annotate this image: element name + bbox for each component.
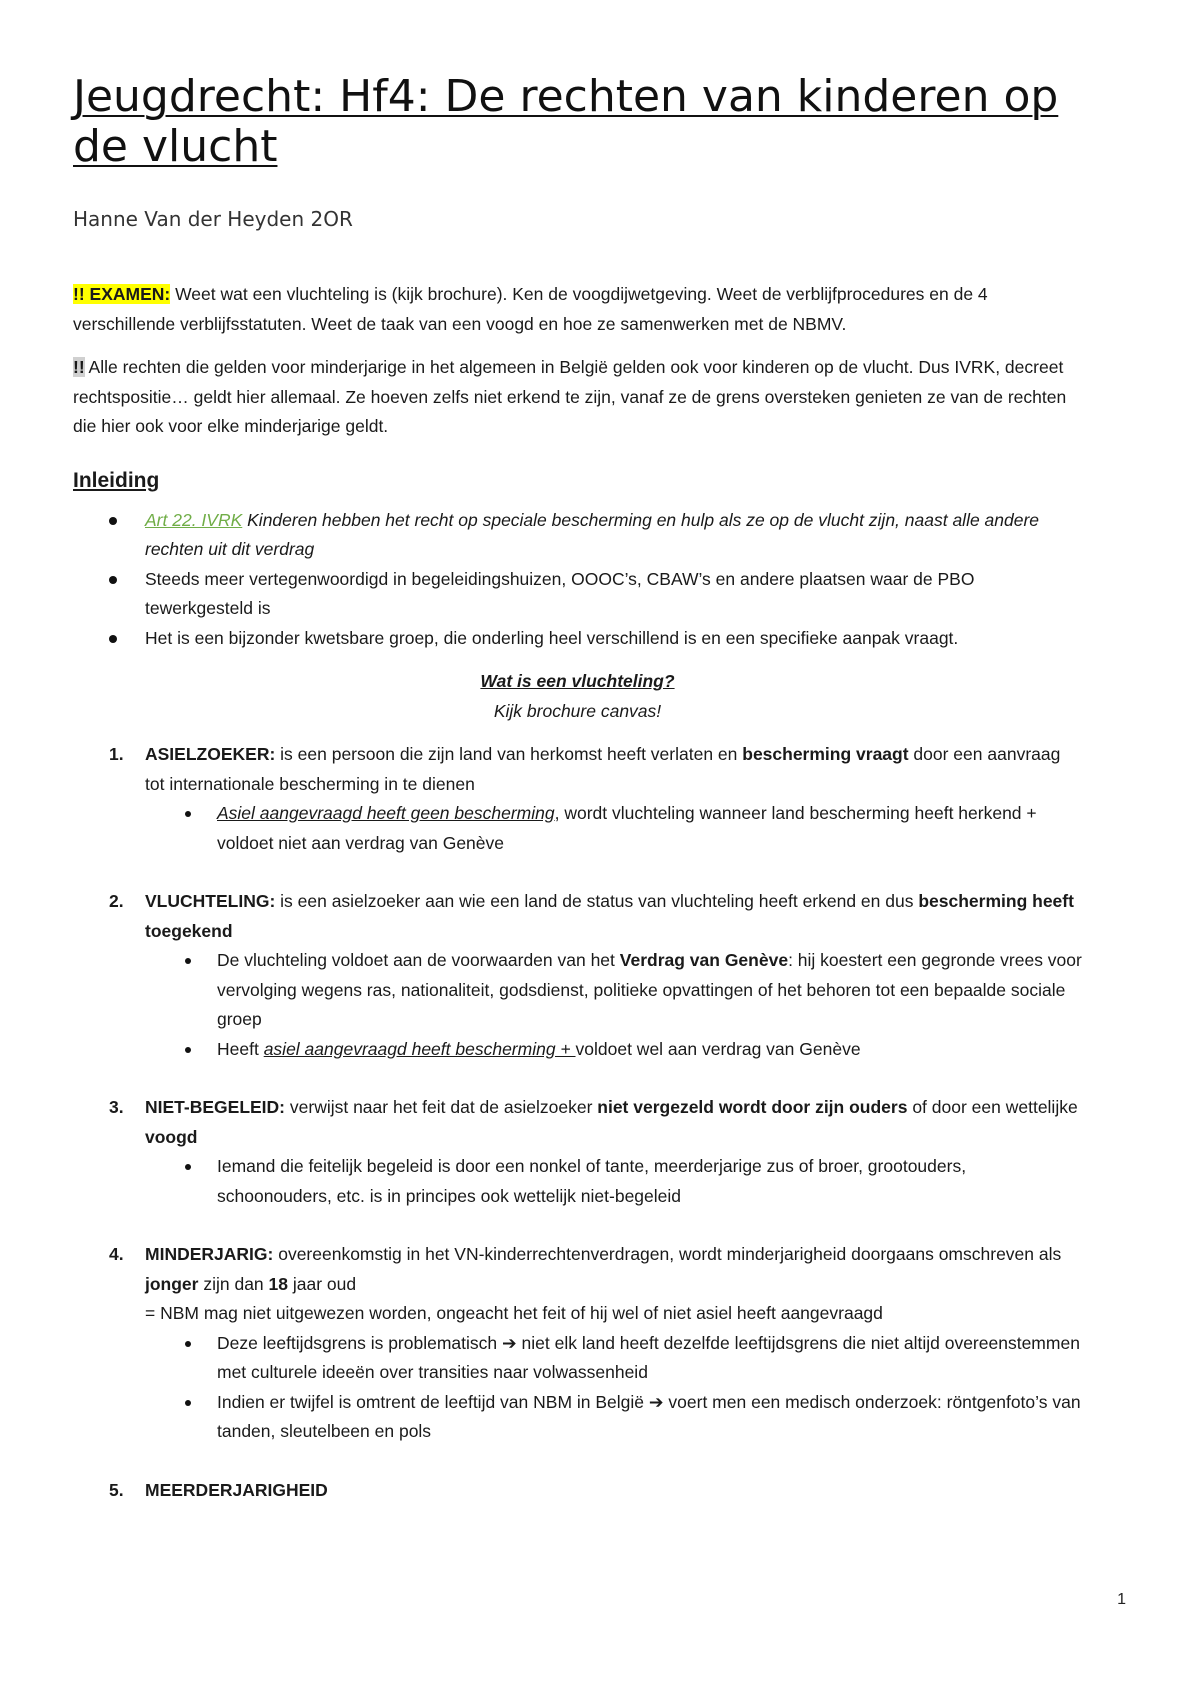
sub-item-text: Deze leeftijdsgrens is problematisch	[217, 1332, 502, 1353]
definition-vluchteling	[109, 887, 1082, 1064]
bullet-icon	[185, 958, 191, 964]
definition-text: is een persoon die zijn land van herkomst heeft verlaten en	[275, 744, 743, 764]
sub-item-text: voldoet wel aan verdrag van Genève	[575, 1038, 861, 1059]
sub-item-emphasis: Asiel aangevraagd heeft geen bescherming	[217, 803, 555, 823]
brochure-note: Kijk brochure canvas!	[493, 700, 662, 721]
article-reference: Art 22. IVRK	[145, 509, 243, 530]
sub-item-text: Indien er twijfel is omtrent de leeftijd van NBM in België	[217, 1391, 649, 1412]
exam-marker: !! EXAMEN:	[73, 284, 171, 304]
bullet-icon	[109, 517, 117, 525]
arrow-right-icon: ➔	[648, 1391, 664, 1412]
sub-list	[145, 1329, 1082, 1447]
list-item-text: Steeds meer vertegenwoordigd in begeleidingshuizen, OOOC’s, CBAW’s en andere plaatsen waar de PBO tewerkgesteld is	[145, 568, 975, 618]
arrow-right-icon: ➔	[502, 1332, 517, 1353]
definition-text: zijn dan	[198, 1273, 269, 1294]
sub-list	[145, 1152, 1082, 1211]
bullet-icon	[185, 811, 191, 817]
sub-list	[145, 946, 1082, 1064]
list-item	[145, 506, 1082, 565]
definition-number: 1.	[109, 744, 124, 764]
definition-term: MEERDERJARIGHEID	[145, 1479, 328, 1500]
sub-list-item	[217, 799, 1082, 858]
sub-item-text: De vluchteling voldoet aan de voorwaarden van het	[217, 950, 620, 970]
refugee-question: Wat is een vluchteling?	[480, 671, 675, 691]
definition-emphasis: jonger	[145, 1273, 199, 1294]
definition-text: overeenkomstig in het VN-kinderrechtenverdragen, wordt minderjarigheid doorgaans omschreven als	[273, 1244, 1062, 1264]
list-item	[145, 624, 1082, 654]
definition-number: 5.	[109, 1479, 124, 1500]
bullet-icon	[109, 635, 117, 643]
bullet-icon	[185, 1341, 191, 1347]
definition-term: MINDERJARIG:	[145, 1244, 274, 1264]
sub-list-item	[217, 1035, 1082, 1065]
definition-consequence: = NBM mag niet uitgewezen worden, ongeacht het feit of hij wel of niet asiel heeft aangevraagd	[145, 1303, 883, 1323]
definition-term: ASIELZOEKER:	[145, 744, 276, 764]
bullet-icon	[185, 1164, 191, 1170]
sub-item-text: : hij koestert een gegronde vrees voor vervolging wegens ras, nationaliteit, godsdienst, politieke opvattingen of het behoren tot een bepaalde sociale groep	[217, 950, 1082, 1029]
sub-item-text: , wordt vluchteling wanneer land bescherming heeft herkend + voldoet niet aan verdrag van Genève	[217, 803, 1037, 853]
list-item-text: Het is een bijzonder kwetsbare groep, die onderling heel verschillend is en een specifieke aanpak vraagt.	[145, 627, 959, 648]
sub-list-item	[217, 1329, 1082, 1388]
sub-item-emphasis: Verdrag van Genève	[619, 950, 789, 970]
bullet-icon	[185, 1047, 191, 1053]
sub-item-text: niet elk land heeft dezelfde leeftijdsgrens die niet altijd overeenstemmen met culturele ideeën over transities naar volwassenheid	[217, 1332, 1080, 1382]
sub-item-emphasis: asiel aangevraagd heeft bescherming +	[263, 1038, 576, 1059]
rights-note	[73, 353, 1082, 442]
definition-emphasis: voogd	[145, 1126, 198, 1147]
definition-meerderjarigheid	[109, 1476, 1082, 1506]
rights-text: Alle rechten die gelden voor minderjarige in het algemeen in België gelden ook voor kinderen op de vlucht. Dus IVRK, decreet rechtspositie… geldt hier allemaal. Ze hoeven zelfs niet erkend te zijn, vanaf ze de grens oversteken genieten ze van de rechten die hier ook voor elke minderjarige geldt.	[73, 357, 1067, 436]
sub-item-text: Heeft	[217, 1038, 264, 1059]
definition-text: jaar oud	[288, 1273, 357, 1294]
definition-emphasis: 18	[268, 1273, 288, 1294]
definition-term: VLUCHTELING:	[145, 891, 276, 911]
intro-list	[73, 506, 1082, 654]
author-line: Hanne Van der Heyden 2OR	[73, 207, 353, 231]
definition-text: of door een wettelijke	[907, 1097, 1078, 1117]
exam-text: Weet wat een vluchteling is (kijk brochure). Ken de voogdijwetgeving. Weet de verblijfprocedures en de 4 verschillende verblijfsstatuten. Weet de taak van een voogd en hoe ze samenwerken met de NBMV.	[73, 284, 988, 334]
list-item-text: Kinderen hebben het recht op speciale bescherming en hulp als ze op de vlucht zijn, naast alle andere rechten uit dit verdrag	[145, 509, 1040, 559]
definitions-list	[73, 740, 1082, 1505]
definition-emphasis: bescherming heeft toegekend	[145, 891, 1074, 941]
definition-text: door een aanvraag tot internationale bescherming in te dienen	[145, 744, 1061, 794]
sub-item-text: Iemand die feitelijk begeleid is door een nonkel of tante, meerderjarige zus of broer, grootouders, schoonouders, etc. is in principes ook wettelijk niet-begeleid	[217, 1156, 967, 1206]
definition-number: 2.	[109, 891, 124, 911]
sub-list	[145, 799, 1082, 858]
definition-emphasis: niet vergezeld wordt door zijn ouders	[597, 1097, 908, 1117]
sub-list-item	[217, 946, 1082, 1035]
definition-niet-begeleid	[109, 1093, 1082, 1211]
sub-item-text: voert men een medisch onderzoek: röntgenfoto’s van tanden, sleutelbeen en pols	[217, 1391, 1081, 1441]
definition-asielzoeker	[109, 740, 1082, 858]
page-number: 1	[1117, 1591, 1126, 1608]
definition-term: NIET-BEGELEID:	[145, 1097, 286, 1117]
sub-list-item	[217, 1152, 1082, 1211]
definition-number: 4.	[109, 1244, 124, 1264]
bullet-icon	[185, 1400, 191, 1406]
definition-number: 3.	[109, 1097, 124, 1117]
rights-marker: !!	[73, 357, 85, 377]
exam-note	[73, 280, 1082, 339]
definition-emphasis: bescherming vraagt	[742, 744, 909, 764]
section-heading-inleiding: Inleiding	[73, 468, 160, 492]
list-item	[145, 565, 1082, 624]
page-title: Jeugdrecht: Hf4: De rechten van kinderen op de vlucht	[73, 71, 1059, 172]
definition-text: verwijst naar het feit dat de asielzoeker	[285, 1097, 598, 1117]
definition-text: is een asielzoeker aan wie een land de status van vluchteling heeft erkend en dus	[275, 891, 919, 911]
bullet-icon	[109, 576, 117, 584]
definition-minderjarig	[109, 1240, 1082, 1447]
sub-list-item	[217, 1388, 1082, 1447]
refugee-question-block	[73, 667, 1082, 726]
